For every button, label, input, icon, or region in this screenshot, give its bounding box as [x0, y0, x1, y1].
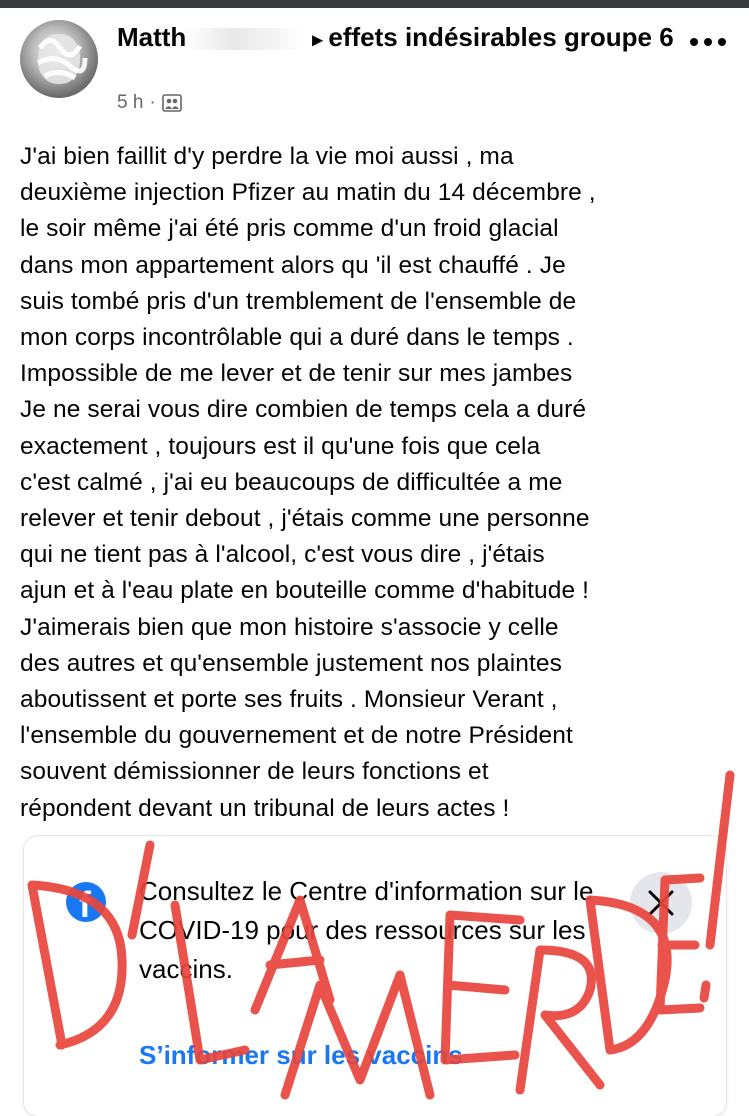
more-options-button[interactable]: [686, 28, 730, 56]
post-meta: [117, 92, 182, 114]
group-privacy-icon: [162, 94, 182, 112]
more-dot-icon: [690, 38, 698, 46]
facebook-logo-icon: f: [66, 882, 106, 922]
status-bar: [0, 0, 749, 8]
close-icon: [646, 888, 676, 918]
close-button[interactable]: [630, 872, 692, 934]
post-body: J'ai bien faillit d'y perdre la vie moi aussi , ma deuxième injection Pfizer au matin du 14 décembre , le soir même j'ai été pris comme d'un froid glacial dans mon appartement alors qu 'il est chauffé . Je suis tombé pris d'un tremblement de l'ensemble de mon corps incontrôlable qui a duré dans le temps . Impossible de me lever et de tenir sur mes jambes Je ne serai vous dire combien de temps cela a duré exactement , toujours est il qu'une fois que cela c'est calmé , j'ai eu beaucoups de difficultée a me relever et tenir debout , j'étais comme une personne qui ne tient pas à l'alcool, c'est vous dire , j'étais ajun et à l'eau plate en bouteille comme d'habitude ! J'aimerais bien que mon histoire s'associe y celle des autres et qu'ensemble justement nos plaintes aboutissent et porte ses fruits . Monsieur Verant , l'ensemble du gouvernement et de notre Président souvent démissionner de leurs fonctions et répondent devant un tribunal de leurs actes !: [20, 143, 596, 822]
post-time[interactable]: 5 h: [117, 92, 144, 113]
meta-separator: ·: [149, 92, 156, 113]
post-header: [117, 20, 677, 57]
author-redaction: [186, 28, 306, 50]
author-name[interactable]: Matth: [117, 22, 187, 52]
info-card-text: Consultez le Centre d'information sur le COVID-19 pour des ressources sur les vaccins.: [139, 876, 594, 984]
more-dot-icon: [718, 38, 726, 46]
avatar[interactable]: [20, 20, 98, 98]
arrow-right-icon: ▸: [312, 29, 323, 51]
avatar-redaction-scribble: [30, 28, 90, 88]
group-name[interactable]: effets indésirables groupe 6: [328, 22, 674, 52]
vaccine-info-link[interactable]: S’informer sur les vaccins: [139, 1040, 463, 1070]
more-dot-icon: [704, 38, 712, 46]
